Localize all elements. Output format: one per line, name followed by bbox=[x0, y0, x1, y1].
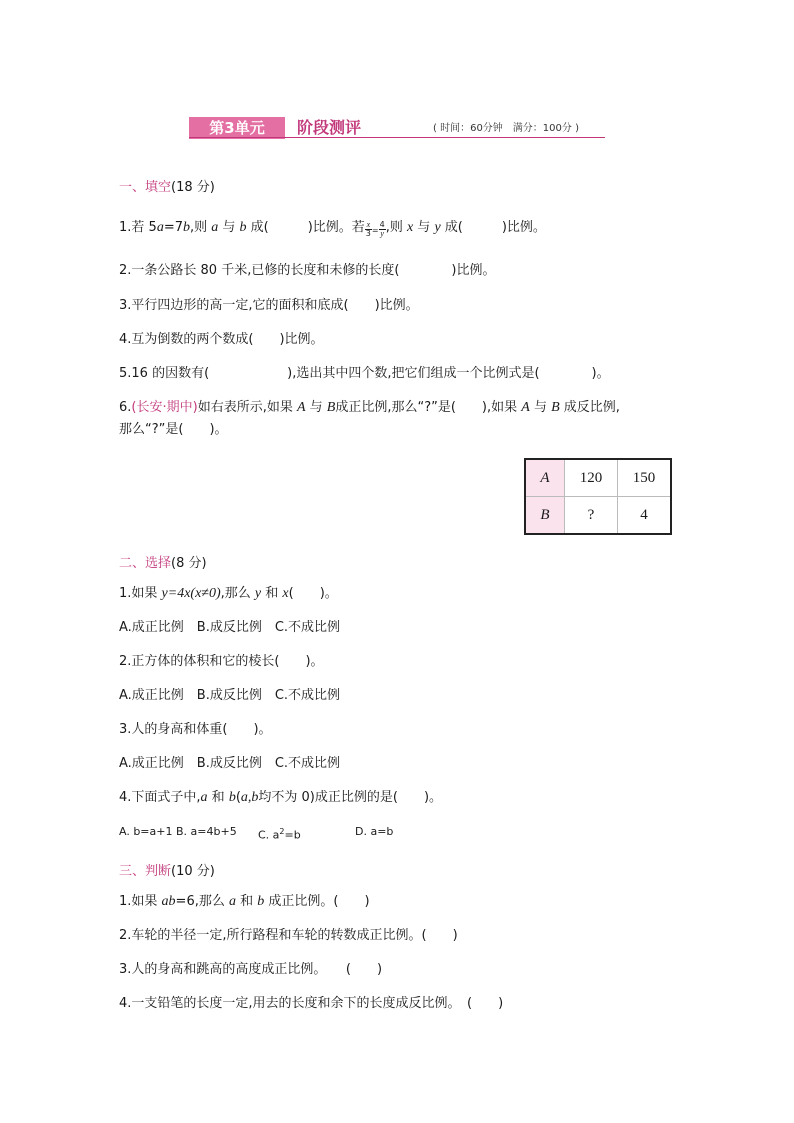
text: 如右表所示,如果 bbox=[197, 400, 297, 415]
table-cell: ? bbox=[565, 497, 618, 535]
choice-question-1-options: A.成正比例 B.成反比例 C.不成比例 bbox=[119, 620, 341, 635]
section-fill-heading bbox=[119, 176, 215, 195]
proportion-table bbox=[524, 458, 672, 535]
fill-question-4: 4.互为倒数的两个数成( )比例。 bbox=[119, 332, 324, 347]
judge-question-3: 3.人的身高和跳高的高度成正比例。 ( ) bbox=[119, 962, 383, 977]
var: B bbox=[551, 400, 560, 415]
section-choice-heading bbox=[119, 552, 207, 571]
denominator: y bbox=[380, 229, 384, 238]
text: 成正比例,那么“?”是( ),如果 bbox=[335, 400, 522, 415]
fill-question-1 bbox=[119, 220, 546, 239]
var: b bbox=[239, 220, 247, 235]
text: 1.若 5 bbox=[119, 220, 157, 235]
fraction bbox=[365, 221, 372, 238]
text: 4.下面式子中, bbox=[119, 790, 201, 805]
choice-question-3-options: A.成正比例 B.成反比例 C.不成比例 bbox=[119, 756, 341, 771]
text: 成( )比例。若 bbox=[246, 220, 365, 235]
choice-question-1 bbox=[119, 586, 338, 602]
fill-question-3: 3.平行四边形的高一定,它的面积和底成( )比例。 bbox=[119, 298, 419, 313]
var: x bbox=[282, 586, 289, 601]
var: ab bbox=[161, 894, 176, 909]
var: y bbox=[254, 586, 262, 601]
table-cell: 4 bbox=[618, 497, 672, 535]
judge-question-2: 2.车轮的半径一定,所行路程和车轮的转数成正比例。( ) bbox=[119, 928, 458, 943]
var: a bbox=[156, 220, 164, 235]
text: 成正比例。( ) bbox=[264, 894, 370, 909]
text: 和 bbox=[261, 586, 283, 601]
section-score: (10 分) bbox=[171, 864, 215, 879]
denominator: 3 bbox=[365, 229, 371, 238]
fill-question-6 bbox=[119, 400, 620, 416]
var: b bbox=[228, 790, 236, 805]
var: y bbox=[434, 220, 441, 235]
var: b bbox=[257, 894, 265, 909]
fill-question-6-line2: 那么“?”是( )。 bbox=[119, 422, 228, 437]
text: =7 bbox=[163, 220, 183, 235]
text: ,则 bbox=[385, 220, 407, 235]
exponent: 2 bbox=[279, 827, 285, 836]
section-score: (8 分) bbox=[171, 556, 207, 571]
var: b bbox=[182, 220, 190, 235]
text: =b bbox=[284, 828, 301, 842]
text: ,则 bbox=[189, 220, 212, 235]
text: 1.如果 bbox=[119, 586, 162, 601]
fraction bbox=[379, 221, 386, 238]
text: 成反比例, bbox=[559, 400, 620, 415]
text: =6,那么 bbox=[175, 894, 229, 909]
text: 和 bbox=[235, 894, 258, 909]
judge-question-1 bbox=[119, 894, 370, 910]
judge-question-4: 4.一支铅笔的长度一定,用去的长度和余下的长度成反比例。 ( ) bbox=[119, 996, 504, 1011]
text: 和 bbox=[207, 790, 229, 805]
text: 与 bbox=[218, 220, 240, 235]
page-title: 阶段测评 bbox=[297, 118, 362, 137]
text: 均不为 0)成正比例的是( )。 bbox=[258, 790, 443, 805]
section-title: 二、选择 bbox=[119, 556, 172, 571]
equation: y=4x(x≠0) bbox=[161, 586, 221, 601]
section-title: 三、判断 bbox=[119, 864, 172, 879]
choice-question-4-option-d: D. a=b bbox=[355, 825, 394, 838]
choice-question-4-option-b: B. a=4b+5 bbox=[176, 825, 237, 838]
table-cell: 150 bbox=[618, 459, 672, 497]
table-header-cell: B bbox=[525, 497, 565, 535]
text: ,那么 bbox=[220, 586, 255, 601]
table-row bbox=[525, 497, 671, 535]
var: a,b bbox=[240, 790, 259, 805]
header-divider bbox=[189, 137, 605, 138]
unit-tag: 第3单元 bbox=[189, 117, 285, 139]
fill-question-2: 2.一条公路长 80 千米,已修的长度和未修的长度( )比例。 bbox=[119, 263, 496, 278]
text: 与 bbox=[305, 400, 327, 415]
fraction-equation: $\frac{x}{3}$ = $\frac{4}{y}$ bbox=[365, 220, 385, 238]
choice-question-2-options: A.成正比例 B.成反比例 C.不成比例 bbox=[119, 688, 341, 703]
choice-question-4-option-c bbox=[258, 824, 301, 844]
text: ( )。 bbox=[288, 586, 338, 601]
text: 与 bbox=[529, 400, 552, 415]
text: 与 bbox=[413, 220, 435, 235]
table-header-cell: A bbox=[525, 459, 565, 497]
var: A bbox=[521, 400, 530, 415]
table-row bbox=[525, 459, 671, 497]
numerator: 4 bbox=[379, 220, 385, 229]
choice-question-4-option-a: A. b=a+1 bbox=[119, 825, 173, 838]
var: a bbox=[200, 790, 208, 805]
var: a bbox=[211, 220, 219, 235]
text: ( bbox=[235, 790, 241, 805]
section-title: 一、填空 bbox=[119, 180, 172, 195]
section-score: (18 分) bbox=[171, 180, 215, 195]
choice-question-4 bbox=[119, 790, 442, 806]
numerator: x bbox=[366, 220, 371, 229]
var: a bbox=[228, 894, 236, 909]
var: A bbox=[296, 400, 306, 415]
choice-question-2: 2.正方体的体积和它的棱长( )。 bbox=[119, 654, 324, 669]
fill-question-5: 5.16 的因数有( ),选出其中四个数,把它们组成一个比例式是( )。 bbox=[119, 366, 610, 381]
text: 6. bbox=[119, 400, 132, 415]
choice-question-3: 3.人的身高和体重( )。 bbox=[119, 722, 272, 737]
exam-meta: ( 时间：60分钟 满分：100分 ) bbox=[433, 123, 579, 134]
var: B bbox=[326, 400, 336, 415]
text: 成( )比例。 bbox=[440, 220, 546, 235]
text: 1.如果 bbox=[119, 894, 162, 909]
text: C. a bbox=[258, 828, 280, 842]
var: x bbox=[406, 220, 414, 235]
section-judge-heading bbox=[119, 860, 215, 879]
question-source: (长安·期中) bbox=[131, 400, 198, 415]
table-cell: 120 bbox=[565, 459, 618, 497]
